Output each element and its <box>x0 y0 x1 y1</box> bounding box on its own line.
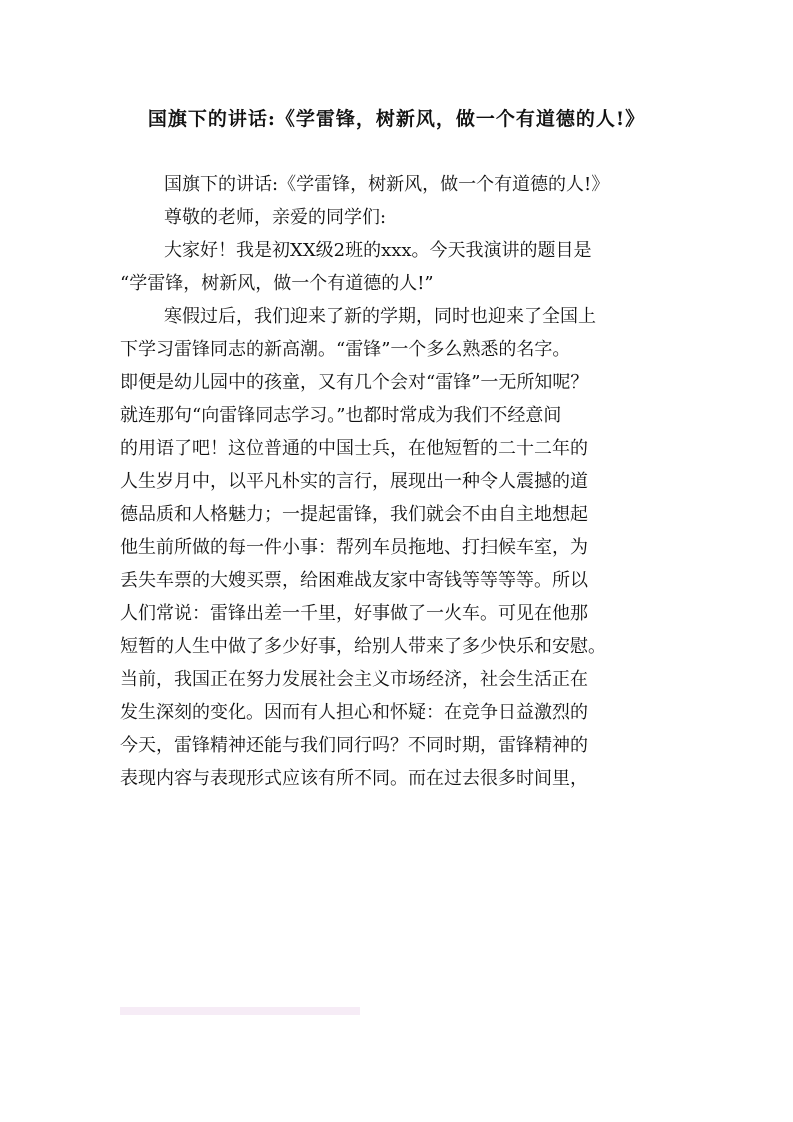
body-line: 人生岁月中，以平凡朴实的言行，展现出一种令人震撼的道 <box>120 471 588 492</box>
watermark-mark <box>120 1004 360 1018</box>
body-line: 当前，我国正在努力发展社会主义市场经济，社会生活正在 <box>120 669 588 690</box>
body-line-title-repeat: 国旗下的讲话:《学雷锋，树新风，做一个有道德的人!》 <box>164 174 610 195</box>
body-line-salutation: 尊敬的老师，亲爱的同学们: <box>164 207 387 228</box>
body-line: 即便是幼儿园中的孩童，又有几个会对“雷锋”一无所知呢？ <box>120 372 589 393</box>
body-line: 他生前所做的每一件小事：帮列车员拖地、打扫候车室，为 <box>120 537 588 558</box>
body-line: 大家好！我是初XX级2班的xxx。今天我演讲的题目是 <box>164 240 592 261</box>
body-line: 表现内容与表现形式应该有所不同。而在过去很多时间里， <box>120 768 588 789</box>
body-line: 今天，雷锋精神还能与我们同行吗？不同时期，雷锋精神的 <box>120 735 588 756</box>
body-line: 人们常说：雷锋出差一千里，好事做了一火车。可见在他那 <box>120 603 588 624</box>
document-body <box>120 168 680 795</box>
body-line: 发生深刻的变化。因而有人担心和怀疑：在竞争日益激烈的 <box>120 702 588 723</box>
body-line: 的用语了吧！这位普通的中国士兵，在他短暂的二十二年的 <box>120 438 588 459</box>
faint-watermark-line <box>120 1004 360 1020</box>
body-line: 寒假过后，我们迎来了新的学期，同时也迎来了全国上 <box>164 306 596 327</box>
page-title: 国旗下的讲话:《学雷锋，树新风，做一个有道德的人!》 <box>147 108 646 130</box>
body-line: 丢失车票的大嫂买票，给困难战友家中寄钱等等等等。所以 <box>120 570 588 591</box>
body-line: 就连那句“向雷锋同志学习。”也都时常成为我们不经意间 <box>120 405 562 426</box>
body-line: 下学习雷锋同志的新高潮。“雷锋”一个多么熟悉的名字。 <box>120 339 571 360</box>
body-line: “学雷锋，树新风，做一个有道德的人!” <box>120 273 434 294</box>
body-line: 短暂的人生中做了多少好事，给别人带来了多少快乐和安慰。 <box>120 636 606 657</box>
body-line: 德品质和人格魅力；一提起雷锋，我们就会不由自主地想起 <box>120 504 588 525</box>
